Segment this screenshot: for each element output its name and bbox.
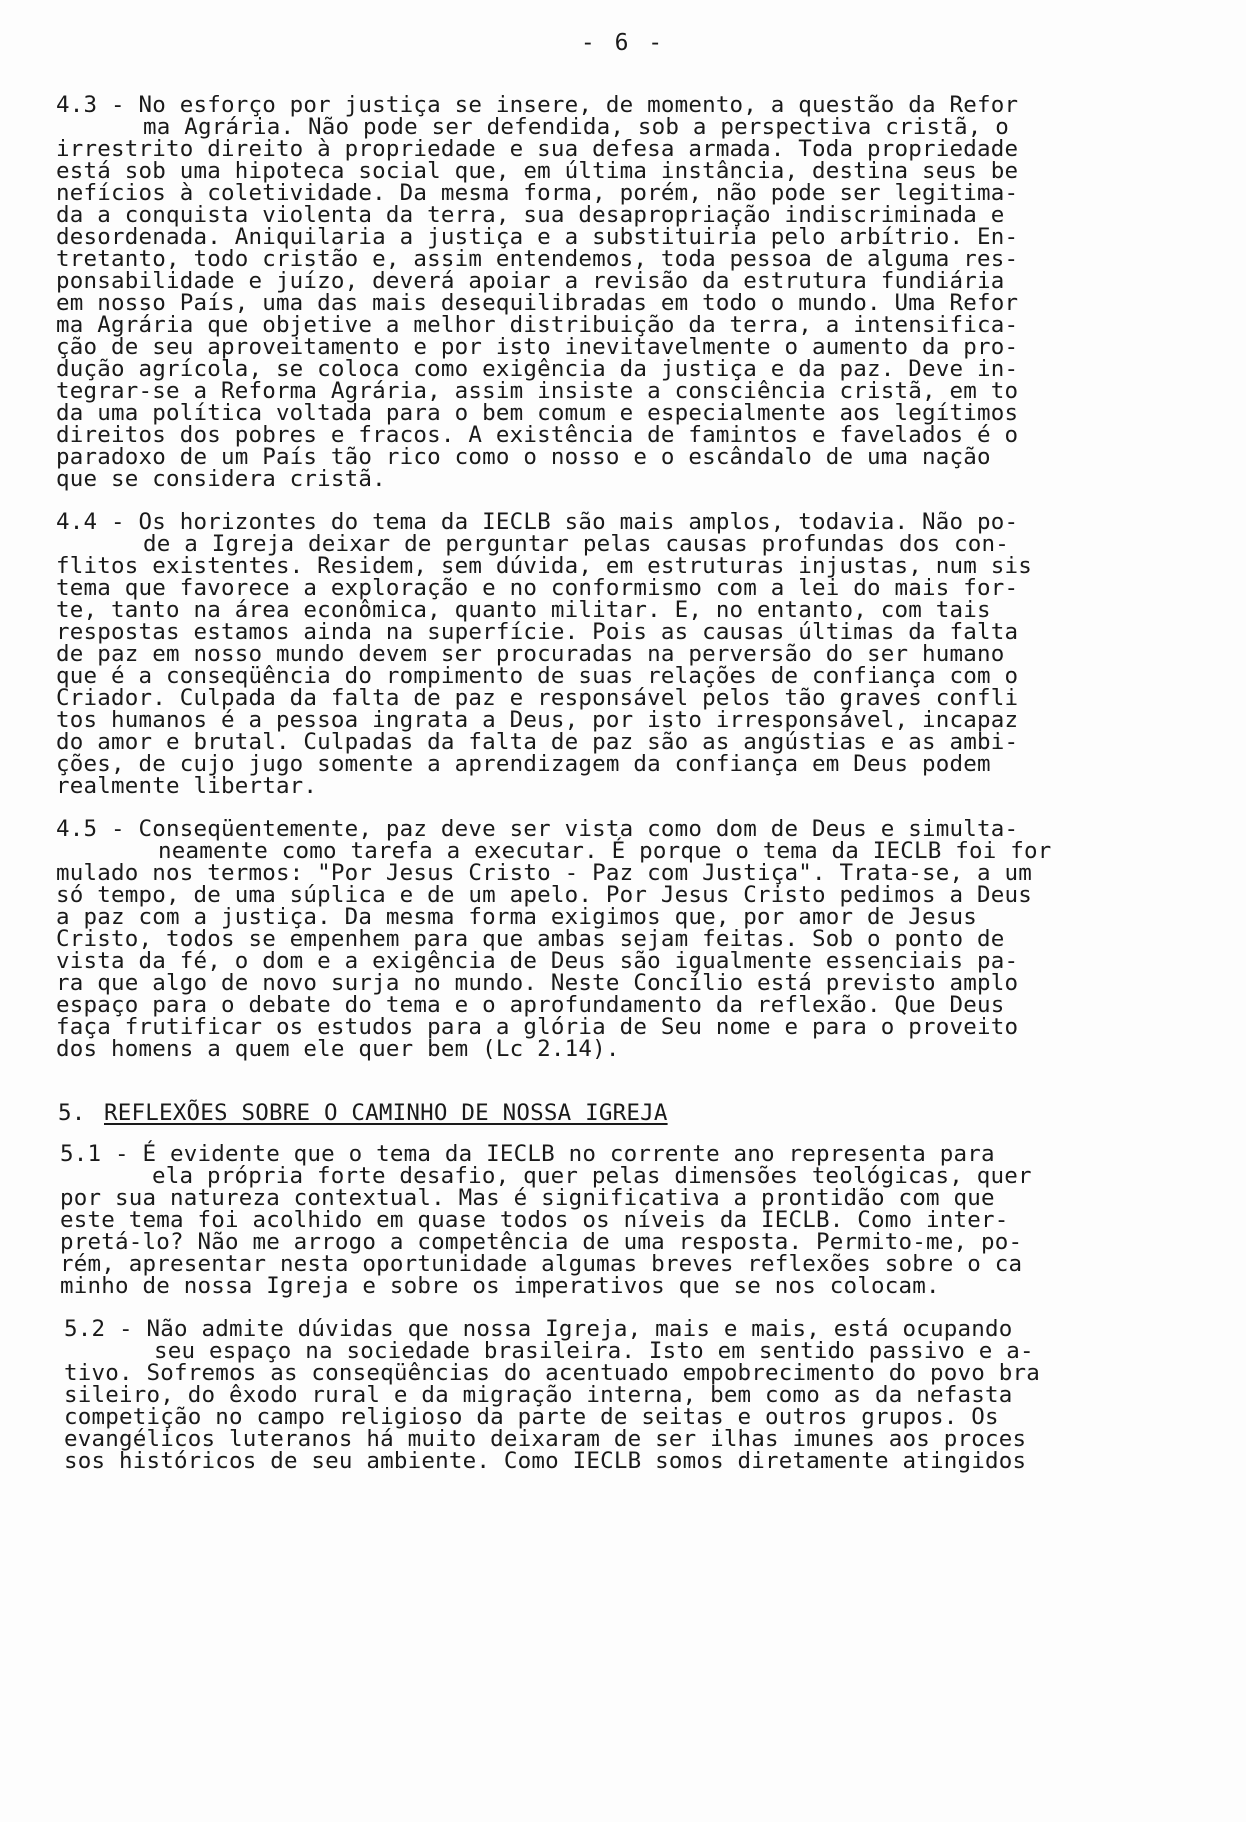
text-line: que se considera cristã.: [56, 466, 386, 492]
text-line: do amor e brutal. Culpadas da falta de paz são as angústias e as ambi-: [56, 729, 1019, 755]
text-line: de paz em nosso mundo devem ser procuradas na perversão do ser humano: [56, 641, 1005, 667]
text-line: Criador. Culpada da falta de paz e responsável pelos tão graves confli: [56, 685, 1019, 711]
text-line: neamente como tarefa a executar. É porque o tema da IECLB foi for: [158, 838, 1052, 864]
text-line: sos históricos de seu ambiente. Como IECLB somos diretamente atingidos: [64, 1448, 1027, 1474]
text-line: ma Agrária que objetive a melhor distribuição da terra, a intensifica-: [56, 312, 1019, 338]
text-line: ra que algo de novo surja no mundo. Neste Concílio está previsto amplo: [56, 970, 1019, 996]
text-line: realmente libertar.: [56, 773, 318, 799]
text-line: 5.1 - É evidente que o tema da IECLB no corrente ano representa para: [60, 1141, 995, 1167]
text-line: em nosso País, uma das mais desequilibradas em todo o mundo. Uma Refor: [56, 290, 1019, 316]
text-line: tivo. Sofremos as conseqüências do acentuado empobrecimento do povo bra: [64, 1360, 1040, 1386]
text-line: 5.2 - Não admite dúvidas que nossa Igreja, mais e mais, está ocupando: [64, 1316, 1013, 1342]
text-line: ções, de cujo jugo somente a aprendizagem da confiança em Deus podem: [56, 751, 991, 777]
text-line: pretá-lo? Não me arrogo a competência de uma resposta. Permito-me, po-: [60, 1229, 1023, 1255]
page-number: - 6 -: [580, 30, 666, 56]
text-line: ção de seu aproveitamento e por isto inevitavelmente o aumento da pro-: [56, 334, 1019, 360]
text-line: Cristo, todos se empenhem para que ambas sejam feitas. Sob o ponto de: [56, 926, 1005, 952]
text-line: que é a conseqüência do rompimento de suas relações de confiança com o: [56, 663, 1019, 689]
text-line: de a Igreja deixar de perguntar pelas causas profundas dos con-: [143, 531, 1010, 557]
text-line: dução agrícola, se coloca como exigência da justiça e da paz. Deve in-: [56, 356, 1019, 382]
text-line: tretanto, todo cristão e, assim entendemos, toda pessoa de alguma res-: [56, 246, 1019, 272]
text-line: tema que favorece a exploração e no conformismo com a lei do mais for-: [56, 575, 1019, 601]
section-title: REFLEXÕES SOBRE O CAMINHO DE NOSSA IGREJA: [104, 1100, 668, 1126]
text-line: competição no campo religioso da parte de seitas e outros grupos. Os: [64, 1404, 999, 1430]
text-line: espaço para o debate do tema e o aprofundamento da reflexão. Que Deus: [56, 992, 1005, 1018]
text-line: vista da fé, o dom e a exigência de Deus são igualmente essenciais pa-: [56, 948, 1019, 974]
text-line: dos homens a quem ele quer bem (Lc 2.14).: [56, 1036, 620, 1062]
text-line: só tempo, de uma súplica e de um apelo. Por Jesus Cristo pedimos a Deus: [56, 882, 1032, 908]
text-line: ela própria forte desafio, quer pelas dimensões teológicas, quer: [152, 1163, 1032, 1189]
text-line: está sob uma hipoteca social que, em última instância, destina seus be: [56, 158, 1019, 184]
text-line: da a conquista violenta da terra, sua desapropriação indiscriminada e: [56, 202, 1005, 228]
text-line: a paz com a justiça. Da mesma forma exigimos que, por amor de Jesus: [56, 904, 977, 930]
text-line: direitos dos pobres e fracos. A existência de famintos e favelados é o: [56, 422, 1019, 448]
text-line: desordenada. Aniquilaria a justiça e a substituiria pelo arbítrio. En-: [56, 224, 1019, 250]
text-line: sileiro, do êxodo rural e da migração interna, bem como as da nefasta: [64, 1382, 1013, 1408]
text-line: te, tanto na área econômica, quanto militar. E, no entanto, com tais: [56, 597, 991, 623]
text-line: minho de nossa Igreja e sobre os imperativos que se nos colocam.: [60, 1273, 940, 1299]
text-line: ponsabilidade e juízo, deverá apoiar a revisão da estrutura fundiária: [56, 268, 1005, 294]
text-line: nefícios à coletividade. Da mesma forma, porém, não pode ser legitima-: [56, 180, 1019, 206]
text-line: 4.3 - No esforço por justiça se insere, de momento, a questão da Refor: [56, 92, 1019, 118]
text-line: seu espaço na sociedade brasileira. Isto em sentido passivo e a-: [154, 1338, 1034, 1364]
section-number: 5.: [58, 1100, 86, 1126]
text-line: faça frutificar os estudos para a glória de Seu nome e para o proveito: [56, 1014, 1019, 1040]
text-line: paradoxo de um País tão rico como o nosso e o escândalo de uma nação: [56, 444, 991, 470]
text-line: evangélicos luteranos há muito deixaram de ser ilhas imunes aos proces: [64, 1426, 1027, 1452]
text-line: mulado nos termos: "Por Jesus Cristo - Paz com Justiça". Trata-se, a um: [56, 860, 1032, 886]
text-line: este tema foi acolhido em quase todos os níveis da IECLB. Como inter-: [60, 1207, 1009, 1233]
text-line: rém, apresentar nesta oportunidade algumas breves reflexões sobre o ca: [60, 1251, 1023, 1277]
text-line: 4.4 - Os horizontes do tema da IECLB são mais amplos, todavia. Não po-: [56, 509, 1019, 535]
text-line: da uma política voltada para o bem comum e especialmente aos legítimos: [56, 400, 1019, 426]
text-line: respostas estamos ainda na superfície. Pois as causas últimas da falta: [56, 619, 1019, 645]
text-line: 4.5 - Conseqüentemente, paz deve ser vista como dom de Deus e simulta-: [56, 816, 1019, 842]
text-line: tos humanos é a pessoa ingrata a Deus, por isto irresponsável, incapaz: [56, 707, 1019, 733]
text-line: tegrar-se a Reforma Agrária, assim insiste a consciência cristã, em to: [56, 378, 1019, 404]
text-line: por sua natureza contextual. Mas é significativa a prontidão com que: [60, 1185, 995, 1211]
text-line: ma Agrária. Não pode ser defendida, sob a perspectiva cristã, o: [143, 114, 1010, 140]
text-line: flitos existentes. Residem, sem dúvida, em estruturas injustas, num sis: [56, 553, 1032, 579]
text-line: irrestrito direito à propriedade e sua defesa armada. Toda propriedade: [56, 136, 1019, 162]
